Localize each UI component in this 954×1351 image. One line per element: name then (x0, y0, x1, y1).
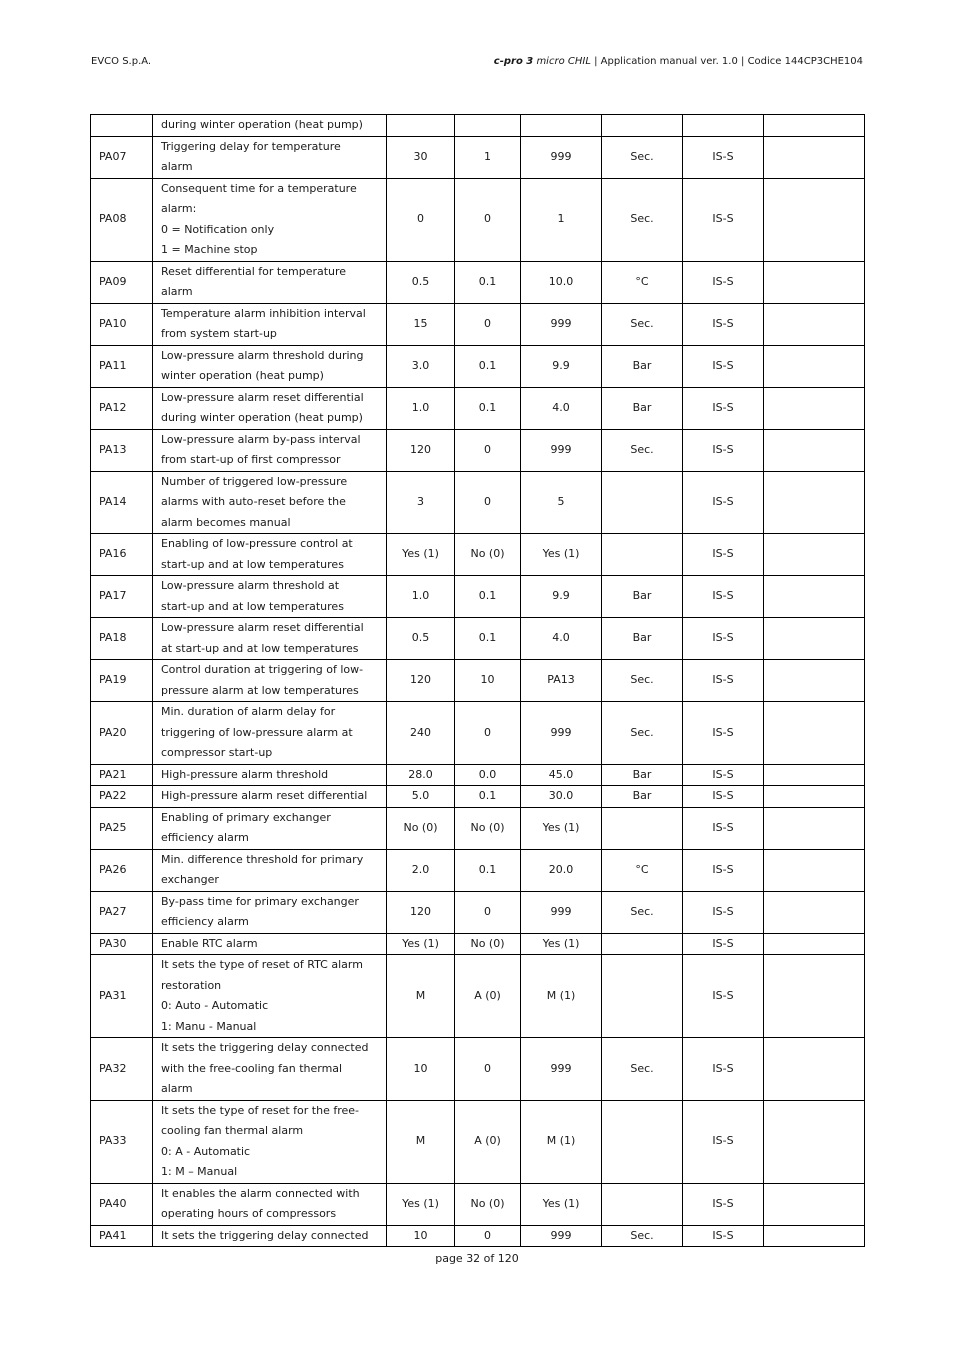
param-description: It sets the type of reset for the free- cooling fan thermal alarm 0: A - Automatic 1: M – Manual (153, 1100, 387, 1183)
param-notes (764, 764, 865, 786)
table-row (91, 660, 865, 702)
param-code: PA18 (91, 618, 153, 660)
param-unit: Sec. (602, 1225, 683, 1247)
param-min: 1 (455, 136, 521, 178)
param-unit (602, 471, 683, 534)
param-visibility: IS-S (683, 576, 764, 618)
param-max: 5 (521, 471, 602, 534)
table-row (91, 702, 865, 765)
param-description: Consequent time for a temperature alarm: 0 = Notification only 1 = Machine stop (153, 178, 387, 261)
param-default: Yes (1) (387, 1183, 455, 1225)
param-unit (602, 933, 683, 955)
param-default: 3 (387, 471, 455, 534)
table-row (91, 576, 865, 618)
param-visibility: IS-S (683, 891, 764, 933)
table-row (91, 429, 865, 471)
param-visibility: IS-S (683, 136, 764, 178)
param-visibility: IS-S (683, 471, 764, 534)
param-max: 999 (521, 702, 602, 765)
param-visibility: IS-S (683, 1183, 764, 1225)
param-code: PA16 (91, 534, 153, 576)
table-row (91, 764, 865, 786)
param-code: PA40 (91, 1183, 153, 1225)
param-min: 0 (455, 1038, 521, 1101)
param-code: PA11 (91, 345, 153, 387)
param-default: 0.5 (387, 261, 455, 303)
param-description: Low-pressure alarm threshold during winter operation (heat pump) (153, 345, 387, 387)
param-max: 9.9 (521, 576, 602, 618)
param-max: 4.0 (521, 618, 602, 660)
param-visibility: IS-S (683, 702, 764, 765)
table-row (91, 534, 865, 576)
param-code: PA07 (91, 136, 153, 178)
param-max: 9.9 (521, 345, 602, 387)
param-max: PA13 (521, 660, 602, 702)
param-notes (764, 1183, 865, 1225)
param-visibility: IS-S (683, 764, 764, 786)
table-row (91, 1225, 865, 1247)
param-visibility: IS-S (683, 429, 764, 471)
param-code: PA27 (91, 891, 153, 933)
param-code: PA19 (91, 660, 153, 702)
param-max: 999 (521, 429, 602, 471)
param-default: 1.0 (387, 576, 455, 618)
param-unit: Sec. (602, 178, 683, 261)
param-default: 30 (387, 136, 455, 178)
param-min: 0 (455, 303, 521, 345)
param-visibility: IS-S (683, 345, 764, 387)
param-unit: Sec. (602, 702, 683, 765)
param-default: 10 (387, 1225, 455, 1247)
param-unit (602, 955, 683, 1038)
param-description: Low-pressure alarm reset differential at start-up and at low temperatures (153, 618, 387, 660)
param-description: High-pressure alarm threshold (153, 764, 387, 786)
param-notes (764, 1100, 865, 1183)
param-unit: Sec. (602, 136, 683, 178)
param-notes (764, 115, 865, 137)
header-document-title (494, 56, 863, 67)
param-default: 3.0 (387, 345, 455, 387)
param-visibility: IS-S (683, 618, 764, 660)
param-unit (602, 807, 683, 849)
param-notes (764, 1225, 865, 1247)
param-description: Number of triggered low-pressure alarms with auto-reset before the alarm becomes manual (153, 471, 387, 534)
param-unit: Bar (602, 345, 683, 387)
param-default: 0 (387, 178, 455, 261)
param-default: 240 (387, 702, 455, 765)
param-notes (764, 702, 865, 765)
param-max: 20.0 (521, 849, 602, 891)
param-unit: Sec. (602, 891, 683, 933)
param-unit: Sec. (602, 1038, 683, 1101)
param-max: 999 (521, 891, 602, 933)
param-description: Low-pressure alarm reset differential during winter operation (heat pump) (153, 387, 387, 429)
param-unit: Sec. (602, 303, 683, 345)
table-row (91, 849, 865, 891)
param-code: PA31 (91, 955, 153, 1038)
param-default: M (387, 955, 455, 1038)
param-default: Yes (1) (387, 534, 455, 576)
param-visibility: IS-S (683, 178, 764, 261)
param-visibility: IS-S (683, 1225, 764, 1247)
param-min: No (0) (455, 534, 521, 576)
table-row (91, 303, 865, 345)
param-max: 4.0 (521, 387, 602, 429)
header-model: micro CHIL (533, 56, 591, 67)
param-default: Yes (1) (387, 933, 455, 955)
param-max: 999 (521, 303, 602, 345)
table-row (91, 136, 865, 178)
param-min: 0.1 (455, 786, 521, 808)
param-max: 10.0 (521, 261, 602, 303)
param-description: Reset differential for temperature alarm (153, 261, 387, 303)
table-row (91, 1100, 865, 1183)
param-description: By-pass time for primary exchanger efficiency alarm (153, 891, 387, 933)
param-description: It sets the triggering delay connected (153, 1225, 387, 1247)
param-visibility: IS-S (683, 660, 764, 702)
param-visibility: IS-S (683, 955, 764, 1038)
param-max: Yes (1) (521, 1183, 602, 1225)
param-notes (764, 660, 865, 702)
param-unit: Bar (602, 764, 683, 786)
param-min: 0.1 (455, 849, 521, 891)
header-company: EVCO S.p.A. (91, 56, 152, 67)
param-visibility: IS-S (683, 1100, 764, 1183)
header-product: c-pro 3 (493, 56, 534, 67)
param-default: 1.0 (387, 387, 455, 429)
param-unit (602, 534, 683, 576)
param-min: No (0) (455, 933, 521, 955)
param-code: PA17 (91, 576, 153, 618)
param-min (455, 115, 521, 137)
param-code: PA25 (91, 807, 153, 849)
param-code: PA13 (91, 429, 153, 471)
param-description: Triggering delay for temperature alarm (153, 136, 387, 178)
param-visibility: IS-S (683, 933, 764, 955)
param-notes (764, 261, 865, 303)
param-unit (602, 1100, 683, 1183)
param-code: PA20 (91, 702, 153, 765)
param-min: No (0) (455, 1183, 521, 1225)
param-notes (764, 933, 865, 955)
param-max: Yes (1) (521, 534, 602, 576)
param-max (521, 115, 602, 137)
table-row (91, 471, 865, 534)
param-notes (764, 576, 865, 618)
param-visibility: IS-S (683, 261, 764, 303)
param-description: during winter operation (heat pump) (153, 115, 387, 137)
table-row (91, 1038, 865, 1101)
param-notes (764, 303, 865, 345)
param-visibility: IS-S (683, 1038, 764, 1101)
param-description: Enabling of low-pressure control at start-up and at low temperatures (153, 534, 387, 576)
param-code: PA22 (91, 786, 153, 808)
param-default: 2.0 (387, 849, 455, 891)
param-description: Enable RTC alarm (153, 933, 387, 955)
param-description: It enables the alarm connected with operating hours of compressors (153, 1183, 387, 1225)
param-visibility (683, 115, 764, 137)
param-min: 0 (455, 471, 521, 534)
param-unit: Sec. (602, 660, 683, 702)
param-unit: Sec. (602, 429, 683, 471)
param-max: 999 (521, 136, 602, 178)
param-unit (602, 1183, 683, 1225)
table-row (91, 178, 865, 261)
param-default: 5.0 (387, 786, 455, 808)
param-visibility: IS-S (683, 303, 764, 345)
param-max: Yes (1) (521, 807, 602, 849)
param-min: 0.1 (455, 618, 521, 660)
param-max: 999 (521, 1225, 602, 1247)
param-notes (764, 136, 865, 178)
param-max: Yes (1) (521, 933, 602, 955)
param-description: Enabling of primary exchanger efficiency alarm (153, 807, 387, 849)
param-code: PA12 (91, 387, 153, 429)
param-min: 0.1 (455, 261, 521, 303)
param-min: A (0) (455, 1100, 521, 1183)
param-notes (764, 891, 865, 933)
param-code: PA09 (91, 261, 153, 303)
param-notes (764, 429, 865, 471)
param-min: 0.1 (455, 387, 521, 429)
param-code: PA33 (91, 1100, 153, 1183)
param-description: It sets the type of reset of RTC alarm restoration 0: Auto - Automatic 1: Manu - Manual (153, 955, 387, 1038)
param-min: 0 (455, 891, 521, 933)
param-min: 0 (455, 702, 521, 765)
param-max: M (1) (521, 1100, 602, 1183)
param-min: A (0) (455, 955, 521, 1038)
param-unit: Bar (602, 618, 683, 660)
param-min: No (0) (455, 807, 521, 849)
param-default: 10 (387, 1038, 455, 1101)
param-description: Control duration at triggering of low- pressure alarm at low temperatures (153, 660, 387, 702)
param-default: 28.0 (387, 764, 455, 786)
param-notes (764, 786, 865, 808)
table-row (91, 345, 865, 387)
param-unit: Bar (602, 387, 683, 429)
param-min: 0.1 (455, 576, 521, 618)
param-description: Min. duration of alarm delay for triggering of low-pressure alarm at compressor start-up (153, 702, 387, 765)
param-unit: °C (602, 849, 683, 891)
param-default: 15 (387, 303, 455, 345)
param-max: 1 (521, 178, 602, 261)
param-min: 10 (455, 660, 521, 702)
param-description: High-pressure alarm reset differential (153, 786, 387, 808)
param-default: 0.5 (387, 618, 455, 660)
param-code: PA32 (91, 1038, 153, 1101)
page-number: page 32 of 120 (435, 1252, 519, 1265)
table-row (91, 1183, 865, 1225)
param-unit: °C (602, 261, 683, 303)
param-visibility: IS-S (683, 807, 764, 849)
table-row (91, 955, 865, 1038)
param-min: 0.1 (455, 345, 521, 387)
param-code: PA10 (91, 303, 153, 345)
param-default: 120 (387, 891, 455, 933)
param-visibility: IS-S (683, 849, 764, 891)
param-code: PA08 (91, 178, 153, 261)
param-notes (764, 955, 865, 1038)
param-notes (764, 534, 865, 576)
param-min: 0 (455, 429, 521, 471)
table-row (91, 115, 865, 137)
param-default (387, 115, 455, 137)
param-description: It sets the triggering delay connected with the free-cooling fan thermal alarm (153, 1038, 387, 1101)
param-notes (764, 471, 865, 534)
table-row (91, 387, 865, 429)
param-visibility: IS-S (683, 786, 764, 808)
table-row (91, 807, 865, 849)
param-notes (764, 1038, 865, 1101)
header-manual-info: | Application manual ver. 1.0 | Codice 144CP3CHE104 (590, 56, 863, 67)
param-notes (764, 849, 865, 891)
param-code: PA14 (91, 471, 153, 534)
param-visibility: IS-S (683, 534, 764, 576)
param-description: Low-pressure alarm by-pass interval from start-up of first compressor (153, 429, 387, 471)
param-default: No (0) (387, 807, 455, 849)
param-notes (764, 387, 865, 429)
param-notes (764, 807, 865, 849)
table-row (91, 261, 865, 303)
param-unit (602, 115, 683, 137)
param-code (91, 115, 153, 137)
param-max: 999 (521, 1038, 602, 1101)
param-notes (764, 618, 865, 660)
param-max: 30.0 (521, 786, 602, 808)
param-code: PA30 (91, 933, 153, 955)
param-max: M (1) (521, 955, 602, 1038)
param-min: 0.0 (455, 764, 521, 786)
param-default: 120 (387, 429, 455, 471)
table-row (91, 891, 865, 933)
param-default: 120 (387, 660, 455, 702)
param-description: Low-pressure alarm threshold at start-up and at low temperatures (153, 576, 387, 618)
param-default: M (387, 1100, 455, 1183)
parameters-table (90, 114, 865, 1247)
param-unit: Bar (602, 786, 683, 808)
param-description: Min. difference threshold for primary exchanger (153, 849, 387, 891)
param-notes (764, 345, 865, 387)
param-visibility: IS-S (683, 387, 764, 429)
param-max: 45.0 (521, 764, 602, 786)
param-min: 0 (455, 1225, 521, 1247)
table-row (91, 933, 865, 955)
table-row (91, 618, 865, 660)
param-notes (764, 178, 865, 261)
param-unit: Bar (602, 576, 683, 618)
param-description: Temperature alarm inhibition interval from system start-up (153, 303, 387, 345)
param-min: 0 (455, 178, 521, 261)
param-code: PA21 (91, 764, 153, 786)
param-code: PA41 (91, 1225, 153, 1247)
param-code: PA26 (91, 849, 153, 891)
table-row (91, 786, 865, 808)
